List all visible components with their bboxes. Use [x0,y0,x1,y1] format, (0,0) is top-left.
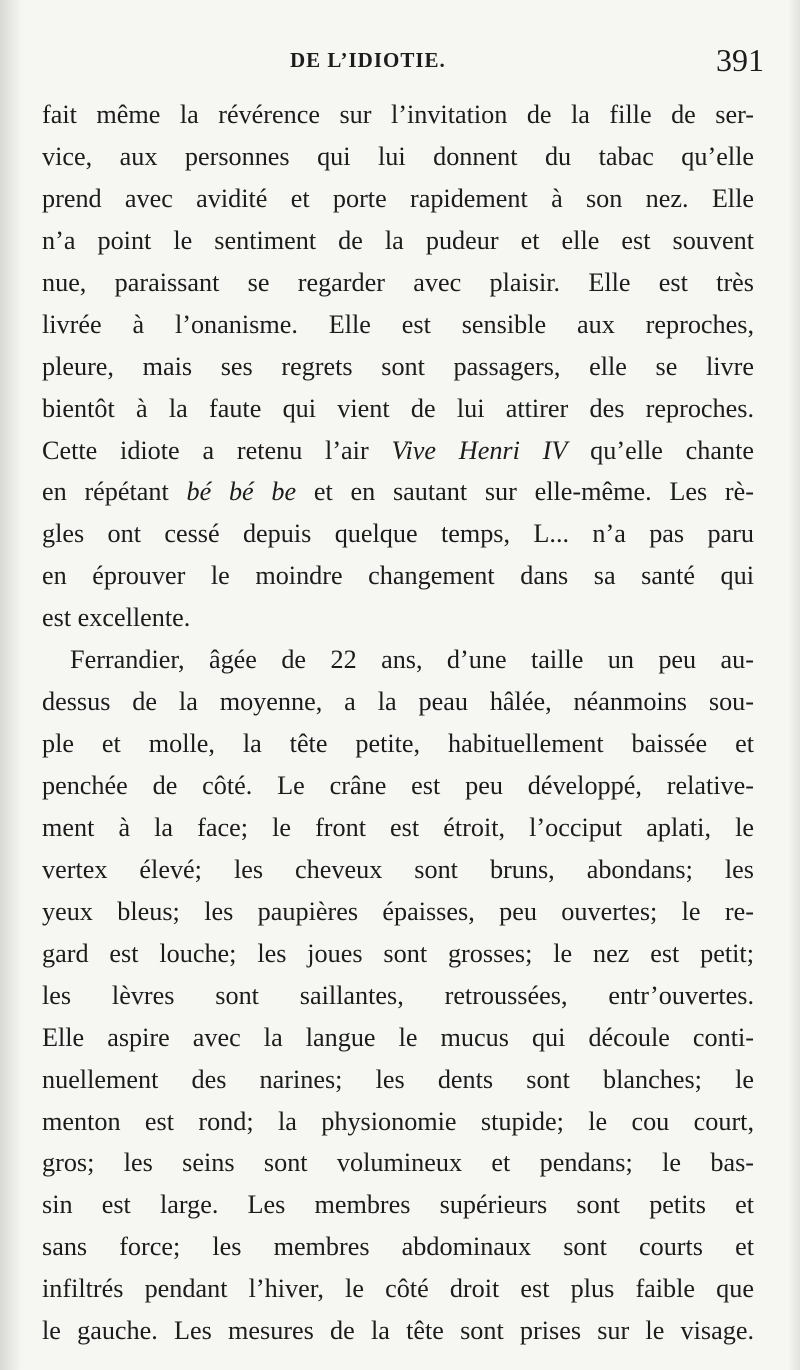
text-line: gros; les seins sont volumineux et pendans; le bas- [42,1148,754,1178]
text-run: en répétant [42,477,187,507]
text-line: yeux bleus; les paupières épaisses, peu ouvertes; le re- [42,896,754,926]
text-line: fait même la révérence sur l’invitation de la fille de ser- [42,100,754,129]
text-run: qu’elle chante [567,435,754,465]
text-run: Cette idiote a retenu l’air [42,435,392,465]
text-line: ple et molle, la tête petite, habituellement baissée et [42,729,754,759]
text-line: vertex élevé; les cheveux sont bruns, abondans; les [42,854,754,884]
text-line: nue, paraissant se regarder avec plaisir. Elle est très [42,267,754,297]
text-line: gles ont cessé depuis quelque temps, L... n’a pas paru [42,519,754,549]
text-line: le gauche. Les mesures de la tête sont prises sur le visage. [42,1316,754,1346]
running-head-title: DE L’IDIOTIE. [290,48,446,72]
text-line: est excellente. [42,603,191,633]
paragraph-1 [42,94,754,639]
text-line: pleure, mais ses regrets sont passagers, elle se livre [42,351,754,381]
text-line: ment à la face; le front est étroit, l’occiput aplati, le [42,812,754,842]
text-run: et en sautant sur elle-même. Les rè- [296,477,754,507]
running-head [0,42,800,82]
text-line: dessus de la moyenne, a la peau hâlée, néanmoins sou- [42,687,754,717]
text-line: Elle aspire avec la langue le mucus qui découle conti- [42,1022,754,1052]
body-text [42,94,754,1352]
text-line: gard est louche; les joues sont grosses; le nez est petit; [42,938,754,968]
page-edge-shadow [788,0,800,1370]
text-line: vice, aux personnes qui lui donnent du tabac qu’elle [42,141,754,171]
text-line: les lèvres sont saillantes, retroussées, entr’ouvertes. [42,980,754,1010]
text-line: menton est rond; la physionomie stupide; le cou court, [42,1106,754,1136]
page-number: 391 [716,42,764,78]
page-gutter-shadow [0,0,22,1370]
paragraph-2 [42,639,754,1352]
song-title-italic: Vive Henri IV [391,435,568,465]
text-line: livrée à l’onanisme. Elle est sensible aux reproches, [42,309,754,339]
text-line: Ferrandier, âgée de 22 ans, d’une taille un peu au- [70,645,754,675]
text-line [42,430,754,472]
text-line: penchée de côté. Le crâne est peu développé, relative- [42,771,754,800]
text-line: n’a point le sentiment de la pudeur et elle est souvent [42,225,754,255]
text-line [42,471,754,513]
text-line: sans force; les membres abdominaux sont courts et [42,1232,754,1262]
text-line: sin est large. Les membres supérieurs sont petits et [42,1190,754,1220]
text-line: infiltrés pendant l’hiver, le côté droit est plus faible que [42,1274,754,1304]
sung-syllables-italic: bé bé be [186,477,297,507]
text-line: prend avec avidité et porte rapidement à son nez. Elle [42,183,754,213]
text-line: en éprouver le moindre changement dans sa santé qui [42,561,754,591]
text-line: nuellement des narines; les dents sont blanches; le [42,1064,754,1094]
text-line: bientôt à la faute qui vient de lui attirer des reproches. [42,393,754,423]
